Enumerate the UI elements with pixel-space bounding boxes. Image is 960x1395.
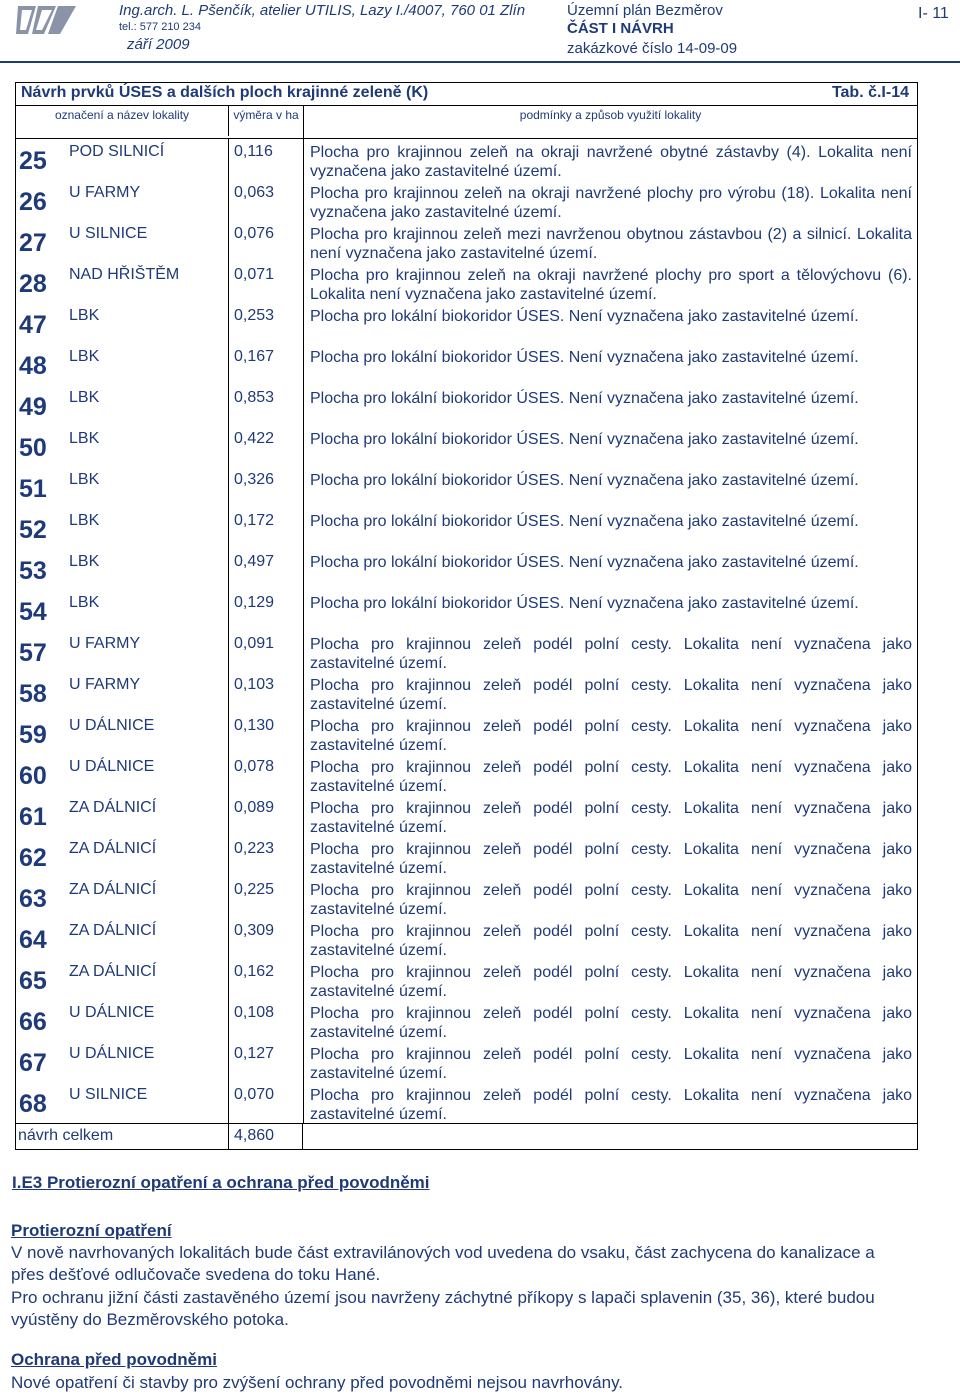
table-row	[16, 631, 917, 672]
locality-area: 0,225	[228, 877, 303, 918]
locality-description: Plocha pro krajinnou zeleň podél polní cesty. Lokalita není vyznačena jako zastavitelné území.	[303, 1082, 917, 1123]
locality-area: 0,326	[228, 467, 303, 508]
header-divider	[0, 61, 960, 63]
table-row	[16, 1082, 917, 1123]
locality-description: Plocha pro krajinnou zeleň podél polní cesty. Lokalita není vyznačena jako zastavitelné území.	[303, 713, 917, 754]
locality-area: 0,063	[228, 180, 303, 221]
contract-number: zakázkové číslo 14-09-09	[567, 40, 738, 57]
locality-number: 58	[19, 680, 47, 708]
locality-name: U FARMY	[69, 635, 141, 652]
locality-name: LBK	[69, 471, 100, 488]
locality-description: Plocha pro krajinnou zeleň podél polní cesty. Lokalita není vyznačena jako zastavitelné území.	[303, 918, 917, 959]
locality-description: Plocha pro lokální biokoridor ÚSES. Není vyznačena jako zastavitelné území.	[303, 467, 917, 508]
table-row	[16, 672, 917, 713]
total-value: 4,860	[228, 1124, 303, 1149]
table-row	[16, 754, 917, 795]
locality-description: Plocha pro krajinnou zeleň na okraji navržené obytné zástavby (4). Lokalita není vyznačena jako zastavitelné území.	[303, 139, 917, 180]
locality-name: ZA DÁLNICÍ	[69, 922, 157, 939]
locality-number: 25	[19, 147, 47, 175]
locality-name: U DÁLNICE	[69, 1004, 155, 1021]
paragraph-erosion-1: V nově navrhovaných lokalitách bude část extravilánových vod uvedena do vsaku, část zachycena do kanalizace a přes dešťové odlučovače svedena do toku Hané.	[11, 1243, 875, 1284]
table-row	[16, 221, 917, 262]
locality-description: Plocha pro lokální biokoridor ÚSES. Není vyznačena jako zastavitelné území.	[303, 508, 917, 549]
locality-number: 63	[19, 885, 47, 913]
locality-number: 47	[19, 311, 47, 339]
locality-description: Plocha pro krajinnou zeleň podél polní cesty. Lokalita není vyznačena jako zastavitelné území.	[303, 754, 917, 795]
table-row	[16, 180, 917, 221]
locality-area: 0,422	[228, 426, 303, 467]
locality-area: 0,078	[228, 754, 303, 795]
locality-number: 57	[19, 639, 47, 667]
page-number: I- 11	[918, 5, 949, 22]
paragraph-erosion-2: Pro ochranu jižní části zastavěného území jsou navrženy záchytné příkopy s lapači splavenin (35, 36), které budou vyústěny do Bezměrovského potoka.	[11, 1288, 875, 1329]
table-number: Tab. č.I-14	[831, 84, 909, 101]
locality-name: ZA DÁLNICÍ	[69, 881, 157, 898]
locality-description: Plocha pro lokální biokoridor ÚSES. Není vyznačena jako zastavitelné území.	[303, 426, 917, 467]
locality-number: 52	[19, 516, 47, 544]
col-header-area: výměra v ha	[228, 106, 303, 136]
table-row	[16, 590, 917, 631]
table-row	[16, 713, 917, 754]
locality-name: ZA DÁLNICÍ	[69, 799, 157, 816]
locality-number: 62	[19, 844, 47, 872]
locality-number: 26	[19, 188, 47, 216]
locality-name: U FARMY	[69, 676, 141, 693]
phone: tel.: 577 210 234	[119, 21, 201, 33]
table-row	[16, 795, 917, 836]
locality-description: Plocha pro krajinnou zeleň podél polní cesty. Lokalita není vyznačena jako zastavitelné území.	[303, 877, 917, 918]
locality-description: Plocha pro lokální biokoridor ÚSES. Není vyznačena jako zastavitelné území.	[303, 590, 917, 631]
locality-description: Plocha pro krajinnou zeleň podél polní cesty. Lokalita není vyznačena jako zastavitelné území.	[303, 631, 917, 672]
locality-number: 61	[19, 803, 47, 831]
author-line: Ing.arch. L. Pšenčík, atelier UTILIS, Lazy I./4007, 760 01 Zlín	[119, 2, 526, 19]
locality-name: LBK	[69, 430, 100, 447]
locality-description: Plocha pro krajinnou zeleň podél polní cesty. Lokalita není vyznačena jako zastavitelné území.	[303, 1041, 917, 1082]
locality-name: NAD HŘIŠTĚM	[69, 266, 180, 283]
section-heading: I.E3 Protierozní opatření a ochrana před povodněmi	[12, 1173, 430, 1192]
table-row	[16, 959, 917, 1000]
table-title: Návrh prvků ÚSES a dalších ploch krajinné zeleně (K)	[21, 84, 429, 101]
locality-area: 0,127	[228, 1041, 303, 1082]
locality-area: 0,070	[228, 1082, 303, 1123]
locality-area: 0,162	[228, 959, 303, 1000]
locality-number: 49	[19, 393, 47, 421]
locality-area: 0,223	[228, 836, 303, 877]
locality-area: 0,108	[228, 1000, 303, 1041]
locality-name: LBK	[69, 389, 100, 406]
locality-name: U DÁLNICE	[69, 758, 155, 775]
locality-number: 50	[19, 434, 47, 462]
locality-description: Plocha pro krajinnou zeleň mezi navrženou obytnou zástavbou (2) a silnicí. Lokalita není vyznačena jako zastavitelné území.	[303, 221, 917, 262]
locality-number: 60	[19, 762, 47, 790]
locality-area: 0,172	[228, 508, 303, 549]
date: září 2009	[127, 36, 190, 53]
locality-description: Plocha pro lokální biokoridor ÚSES. Není vyznačena jako zastavitelné území.	[303, 549, 917, 590]
locality-description: Plocha pro krajinnou zeleň podél polní cesty. Lokalita není vyznačena jako zastavitelné území.	[303, 1000, 917, 1041]
table-row	[16, 262, 917, 303]
locality-number: 59	[19, 721, 47, 749]
locality-description: Plocha pro krajinnou zeleň podél polní cesty. Lokalita není vyznačena jako zastavitelné území.	[303, 959, 917, 1000]
locality-number: 53	[19, 557, 47, 585]
locality-area: 0,116	[228, 139, 303, 180]
locality-number: 48	[19, 352, 47, 380]
col-header-desc: podmínky a způsob využití lokality	[303, 106, 917, 138]
paragraph-flood: Nové opatření či stavby pro zvýšení ochrany před povodněmi nejsou navrhovány.	[11, 1373, 624, 1392]
page-header	[0, 0, 960, 60]
locality-number: 51	[19, 475, 47, 503]
locality-number: 65	[19, 967, 47, 995]
locality-number: 54	[19, 598, 47, 626]
table-row	[16, 385, 917, 426]
col-header-name: označení a název lokality	[54, 108, 190, 122]
locality-number: 66	[19, 1008, 47, 1036]
locality-area: 0,089	[228, 795, 303, 836]
locality-description: Plocha pro krajinnou zeleň na okraji navržené plochy pro sport a tělovýchovu (6). Lokalita není vyznačena jako zastavitelné území.	[303, 262, 917, 303]
locality-name: ZA DÁLNICÍ	[69, 840, 157, 857]
table-caption	[16, 83, 917, 106]
part-title: ČÁST I NÁVRH	[567, 20, 674, 37]
locality-name: LBK	[69, 512, 100, 529]
locality-description: Plocha pro krajinnou zeleň podél polní cesty. Lokalita není vyznačena jako zastavitelné území.	[303, 836, 917, 877]
locality-area: 0,076	[228, 221, 303, 262]
locality-number: 67	[19, 1049, 47, 1077]
table-total-row	[16, 1123, 917, 1149]
table-header	[16, 106, 917, 139]
locality-description: Plocha pro lokální biokoridor ÚSES. Není vyznačena jako zastavitelné území.	[303, 303, 917, 344]
table-row	[16, 1041, 917, 1082]
locality-name: U SILNICE	[69, 1086, 148, 1103]
uses-table	[15, 82, 918, 1150]
locality-name: U FARMY	[69, 184, 141, 201]
table-row	[16, 139, 917, 180]
locality-area: 0,091	[228, 631, 303, 672]
table-row	[16, 877, 917, 918]
locality-area: 0,309	[228, 918, 303, 959]
table-row	[16, 549, 917, 590]
locality-number: 64	[19, 926, 47, 954]
table-body	[16, 139, 917, 1123]
locality-number: 27	[19, 229, 47, 257]
locality-name: U DÁLNICE	[69, 717, 155, 734]
table-row	[16, 303, 917, 344]
utilis-logo-icon	[14, 4, 80, 36]
locality-area: 0,071	[228, 262, 303, 303]
total-label: návrh celkem	[18, 1127, 114, 1144]
locality-description: Plocha pro krajinnou zeleň na okraji navržené plochy pro výrobu (18). Lokalita není vyznačena jako zastavitelné území.	[303, 180, 917, 221]
table-row	[16, 508, 917, 549]
locality-name: POD SILNICÍ	[69, 143, 165, 160]
locality-name: LBK	[69, 307, 100, 324]
locality-area: 0,853	[228, 385, 303, 426]
locality-area: 0,167	[228, 344, 303, 385]
subheading-erosion: Protierozní opatření	[11, 1221, 172, 1240]
table-row	[16, 918, 917, 959]
locality-number: 68	[19, 1090, 47, 1118]
table-row	[16, 467, 917, 508]
locality-area: 0,253	[228, 303, 303, 344]
locality-name: U SILNICE	[69, 225, 148, 242]
table-row	[16, 426, 917, 467]
locality-description: Plocha pro lokální biokoridor ÚSES. Není vyznačena jako zastavitelné území.	[303, 385, 917, 426]
locality-name: ZA DÁLNICÍ	[69, 963, 157, 980]
locality-area: 0,497	[228, 549, 303, 590]
locality-area: 0,103	[228, 672, 303, 713]
locality-name: LBK	[69, 594, 100, 611]
plan-name: Územní plán Bezměrov	[567, 2, 723, 19]
locality-area: 0,129	[228, 590, 303, 631]
locality-area: 0,130	[228, 713, 303, 754]
table-row	[16, 836, 917, 877]
locality-description: Plocha pro krajinnou zeleň podél polní cesty. Lokalita není vyznačena jako zastavitelné území.	[303, 672, 917, 713]
locality-number: 28	[19, 270, 47, 298]
locality-name: LBK	[69, 348, 100, 365]
table-row	[16, 344, 917, 385]
locality-name: U DÁLNICE	[69, 1045, 155, 1062]
table-row	[16, 1000, 917, 1041]
locality-description: Plocha pro krajinnou zeleň podél polní cesty. Lokalita není vyznačena jako zastavitelné území.	[303, 795, 917, 836]
locality-description: Plocha pro lokální biokoridor ÚSES. Není vyznačena jako zastavitelné území.	[303, 344, 917, 385]
locality-name: LBK	[69, 553, 100, 570]
subheading-flood: Ochrana před povodněmi	[11, 1350, 217, 1369]
